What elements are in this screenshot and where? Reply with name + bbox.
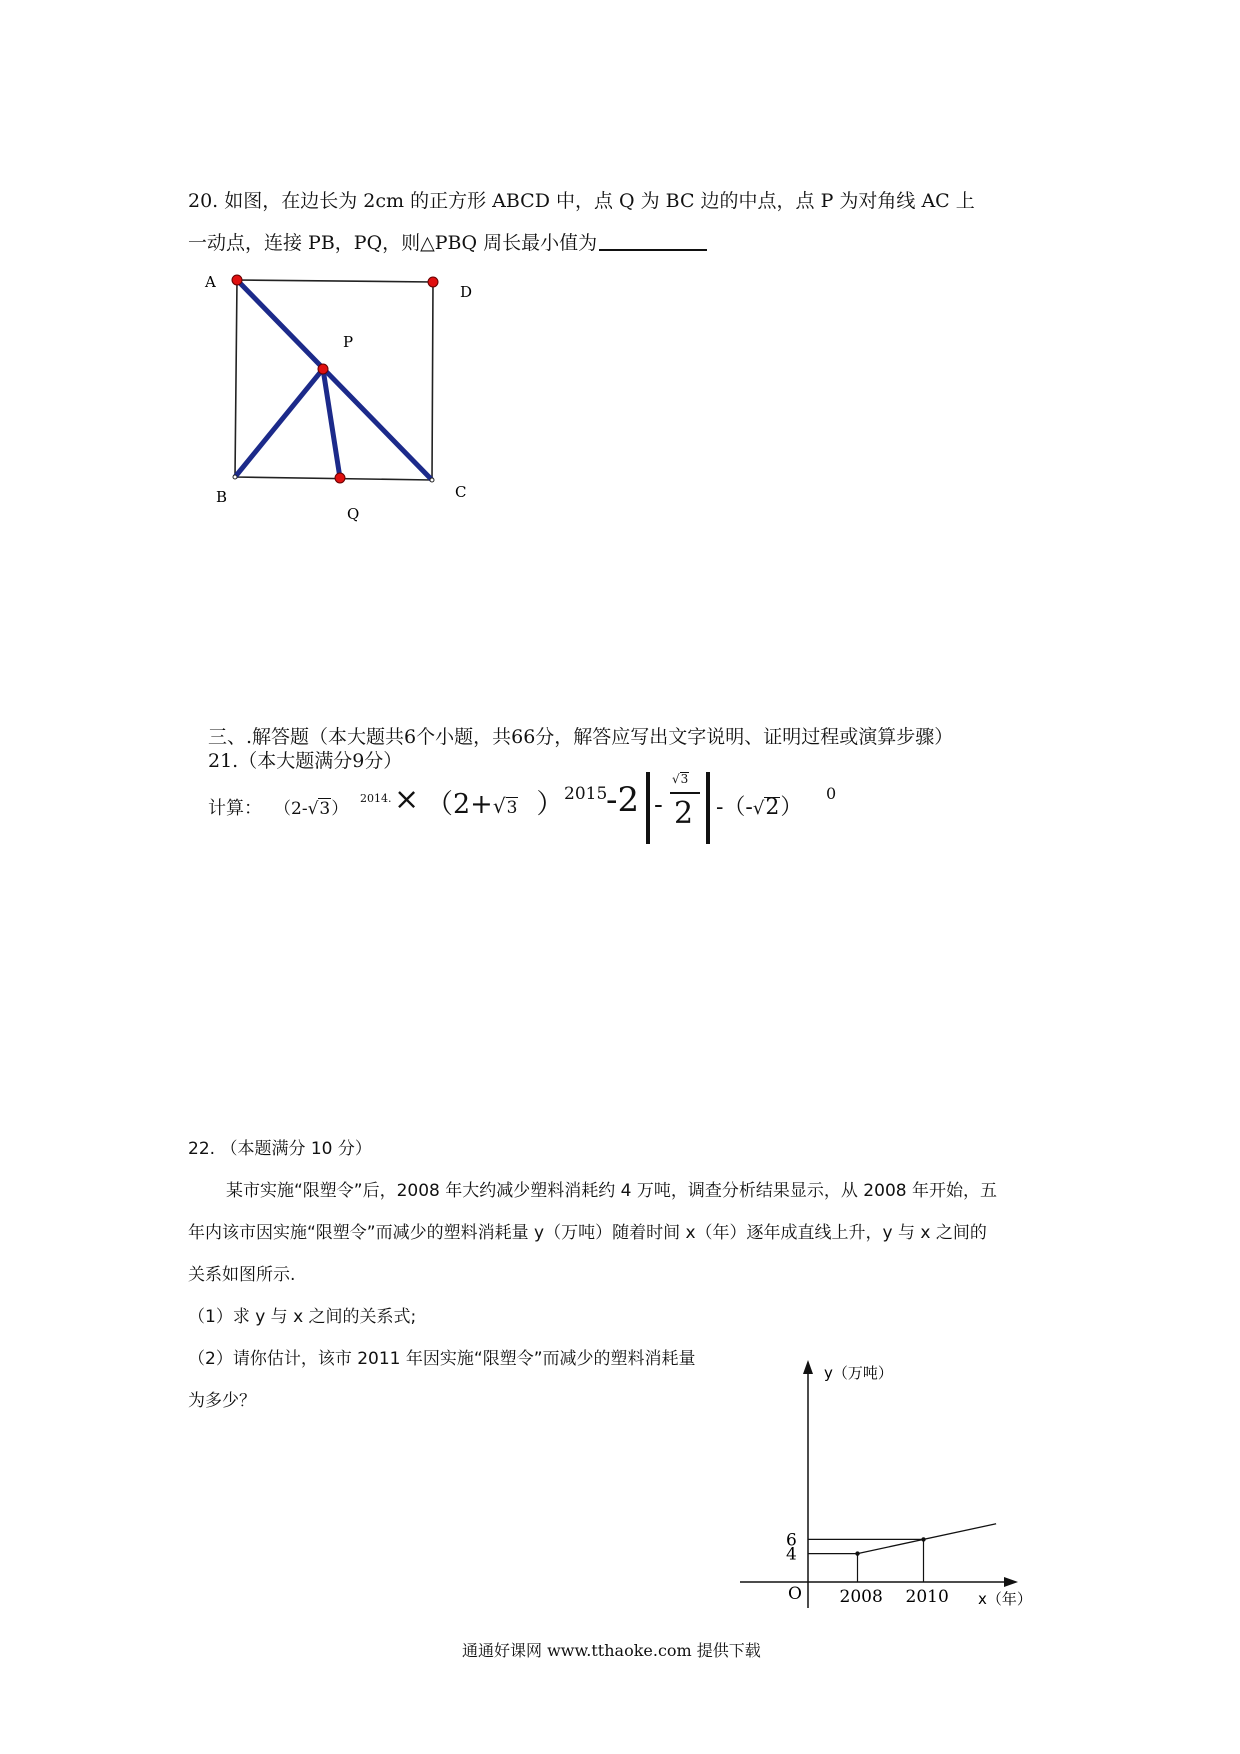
y-axis-arrow <box>803 1360 813 1374</box>
q22-para3: 关系如图所示. <box>188 1265 296 1285</box>
label-a: A <box>205 273 216 291</box>
abs-bar-right <box>706 772 710 844</box>
answer-blank <box>599 229 707 251</box>
data-point-1 <box>921 1537 925 1541</box>
q21-minus-in: - <box>654 790 663 820</box>
point-a <box>232 275 242 285</box>
x-tick-2008: 2008 <box>839 1587 883 1607</box>
q21-title: 21.（本大题满分9分） <box>208 750 403 772</box>
label-q: Q <box>347 505 360 523</box>
q22-title: 22. （本题满分 10 分） <box>188 1139 372 1159</box>
q22-sub1: （1）求 y 与 x 之间的关系式; <box>188 1307 417 1327</box>
square-diagram <box>190 262 490 532</box>
section3-heading: 三、.解答题（本大题共6个小题，共66分，解答应写出文字说明、证明过程或演算步骤） <box>208 726 954 748</box>
q21-times: × <box>394 782 420 817</box>
footer-credit: 通通好课网 www.tthaoke.com 提供下载 <box>462 1641 761 1660</box>
x-axis-label: x（年） <box>978 1590 1032 1608</box>
q21-paren3: -（-√2） <box>716 795 803 820</box>
q21-frac-num: √3 <box>672 772 689 786</box>
data-point-0 <box>855 1551 859 1555</box>
point-p <box>318 364 328 374</box>
x-tick-2010: 2010 <box>905 1587 949 1607</box>
q20-line2 <box>188 222 707 264</box>
segment-pb <box>235 369 323 477</box>
q22-para1: 某市实施“限塑令”后，2008 年大约减少塑料消耗约 4 万吨，调查分析结果显示，从 2008 年开始，五 <box>226 1181 997 1201</box>
y-tick-6: 6 <box>786 1530 797 1551</box>
q21-exp3: 0 <box>826 784 837 803</box>
point-c <box>430 478 434 482</box>
q22-para2: 年内该市因实施“限塑令”而减少的塑料消耗量 y（万吨）随着时间 x（年）逐年成直线上升，y 与 x 之间的 <box>188 1223 987 1243</box>
label-d: D <box>460 283 473 301</box>
point-q <box>335 473 345 483</box>
origin-label: O <box>788 1584 802 1604</box>
series-line <box>858 1524 997 1554</box>
q21-exp2: 2015 <box>564 784 608 804</box>
label-b: B <box>216 488 228 506</box>
point-d <box>428 277 438 287</box>
label-c: C <box>455 483 467 501</box>
q21-prefix: 计算： <box>208 798 262 819</box>
q20-line2-text: 一动点，连接 PB，PQ，则△PBQ 周长最小值为 <box>188 232 598 254</box>
x-axis-arrow <box>1004 1577 1018 1587</box>
y-tick-4: 4 <box>786 1544 797 1565</box>
point-b <box>233 475 237 479</box>
abs-bar-left <box>646 772 650 844</box>
q22-sub2b: 为多少？ <box>188 1391 256 1411</box>
q20-line1: 20. 如图，在边长为 2cm 的正方形 ABCD 中，点 Q 为 BC 边的中点，点 P 为对角线 AC 上 <box>188 190 975 212</box>
q21-exp1: 2014. <box>360 792 392 805</box>
q21-paren1: （2-√3） <box>274 799 349 819</box>
line-chart <box>740 1350 1060 1620</box>
q22-sub2: （2）请你估计，该市 2011 年因实施“限塑令”而减少的塑料消耗量 <box>188 1349 696 1369</box>
y-axis-label: y（万吨） <box>824 1364 893 1382</box>
q21-minus2: -2 <box>606 780 640 820</box>
q21-paren2: （2+√3 ） <box>426 789 564 820</box>
label-p: P <box>343 333 354 351</box>
q21-frac-den: 2 <box>674 796 694 831</box>
fraction-bar <box>670 792 700 794</box>
